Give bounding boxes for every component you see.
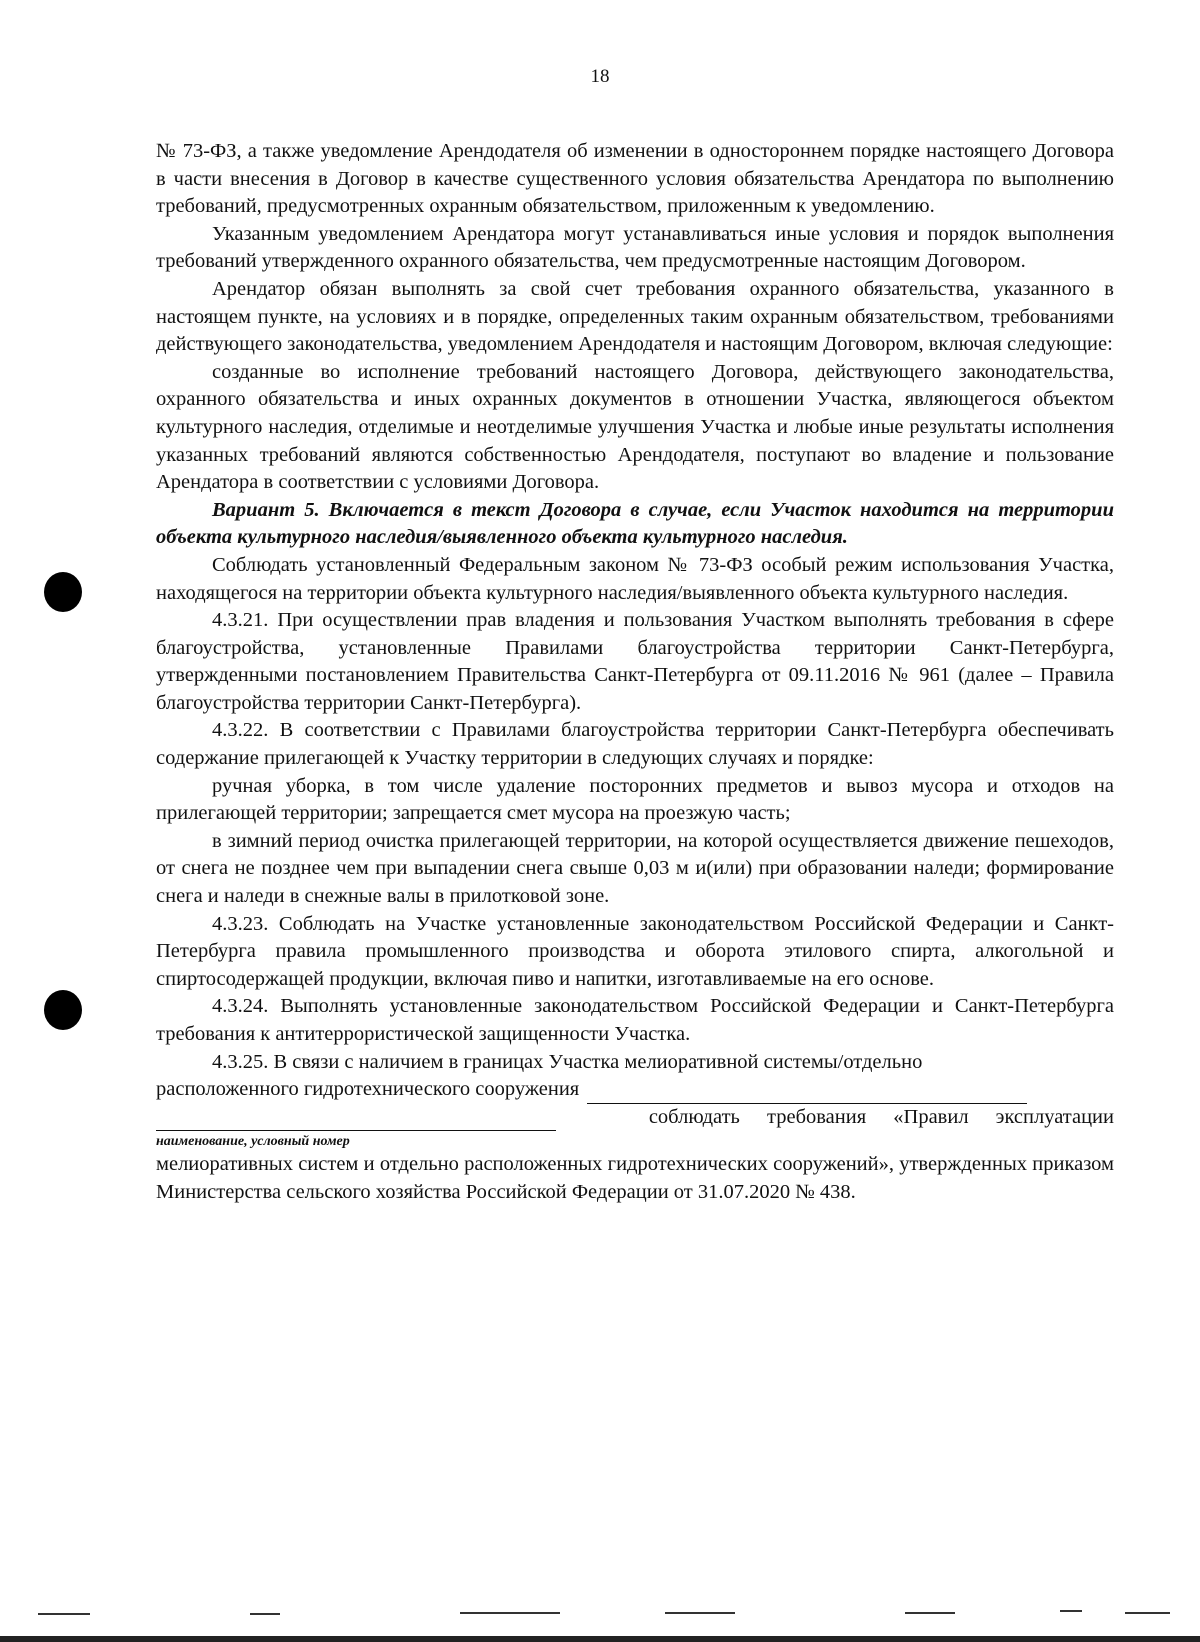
blank-field-caption: наименование, условный номер [156, 1134, 350, 1150]
paragraph: ручная уборка, в том числе удаление посторонних предметов и вывоз мусора и отходов на прилегающей территории; запрещается смет мусора на проезжую часть; [156, 774, 1114, 825]
clause-4-3-22: 4.3.22. В соответствии с Правилами благоустройства территории Санкт-Петербурга обеспечивать содержание прилегающей к Участку территории в следующих случаях и порядке: [156, 719, 1114, 770]
scan-artifact [665, 1612, 735, 1614]
blank-field-row-2 [156, 1104, 1114, 1132]
clause-4-3-24: 4.3.24. Выполнять установленные законодательством Российской Федерации и Санкт-Петербурга требования к антитеррористической защищенности Участка. [156, 995, 1114, 1045]
page-number: 18 [590, 66, 610, 87]
paragraph: Арендатор обязан выполнять за свой счет требования охранного обязательства, указанного в настоящем пункте, на условиях и в порядке, определенных таким охранным обязательством, требованиями действующего законодательства, уведомлением Арендодателя и настоящим Договором, включая следующие: [156, 277, 1114, 356]
clause-4-3-23: 4.3.23. Соблюдать на Участке установленные законодательством Российской Федерации и Санкт-Петербурга правила промышленного производства и оборота этилового спирта, алкогольной и спиртосодержащей продукции, включая пиво и напитки, изготавливаемые на его основе. [156, 912, 1114, 990]
punch-hole-top [44, 572, 82, 612]
blank-field-after-text: соблюдать требования «Правил эксплуатации [648, 1105, 1114, 1128]
blank-field-row [156, 1076, 1114, 1104]
scan-artifact [905, 1612, 955, 1614]
scan-artifact [1125, 1612, 1170, 1614]
scan-artifact [1060, 1610, 1082, 1612]
page-bottom-edge [0, 1636, 1200, 1642]
paragraph: в зимний период очистка прилегающей территории, на которой осуществляется движение пешеходов, от снега не позднее чем при выпадении снега свыше 0,03 м и(или) при образовании наледи; формирование снега и наледи в снежные валы в прилотковой зоне. [156, 829, 1114, 908]
paragraph-final: мелиоративных систем и отдельно расположенных гидротехнических сооружений», утвержденных приказом Министерства сельского хозяйства Российской Федерации от 31.07.2020 № 438. [156, 1153, 1114, 1203]
paragraph: № 73-ФЗ, а также уведомление Арендодателя об изменении в одностороннем порядке настоящего Договора в части внесения в Договор в качестве существенного условия обязательства Арендатора по выполнению требований, предусмотренных охранным обязательством, приложенным к уведомлению. [156, 140, 1114, 218]
scan-artifact [250, 1613, 280, 1615]
clause-4-3-25: 4.3.25. В связи с наличием в границах Участка мелиоративной системы/отдельно [212, 1050, 923, 1073]
paragraph: Указанным уведомлением Арендатора могут устанавливаться иные условия и порядок выполнения требований утвержденного охранного обязательства, чем предусмотренные настоящим Договором. [156, 222, 1114, 273]
clause-4-3-21: 4.3.21. При осуществлении прав владения и пользования Участком выполнять требования в сфере благоустройства, установленные Правилами благоустройства территории Санкт-Петербурга, утвержденными постановлением Правительства Санкт-Петербурга от 09.11.2016 № 961 (далее – Правила благоустройства территории Санкт-Петербурга). [156, 609, 1114, 714]
blank-field-before-text: расположенного гидротехнического сооружения [156, 1078, 580, 1101]
variant-note: Вариант 5. Включается в текст Договора в случае, если Участок находится на территории объекта культурного наследия/выявленного объекта культурного наследия. [156, 498, 1114, 549]
scan-artifact [460, 1612, 560, 1614]
paragraph: созданные во исполнение требований настоящего Договора, действующего законодательства, охранного обязательства и иных охранных документов в отношении Участка, являющегося объектом культурного наследия, отделимые и неотделимые улучшения Участка и любые иные результаты исполнения указанных требований являются собственностью Арендодателя, поступают во владение и пользование Арендатора в соответствии с условиями Договора. [156, 360, 1114, 494]
paragraph: Соблюдать установленный Федеральным законом № 73-ФЗ особый режим использования Участка, находящегося на территории объекта культурного наследия/выявленного объекта культурного наследия. [156, 553, 1114, 604]
scan-artifact [38, 1613, 90, 1615]
punch-hole-bottom [44, 990, 82, 1030]
blank-field-line-1 [587, 1081, 1027, 1104]
document-body [156, 138, 1114, 1207]
blank-field-line-2 [156, 1108, 556, 1131]
